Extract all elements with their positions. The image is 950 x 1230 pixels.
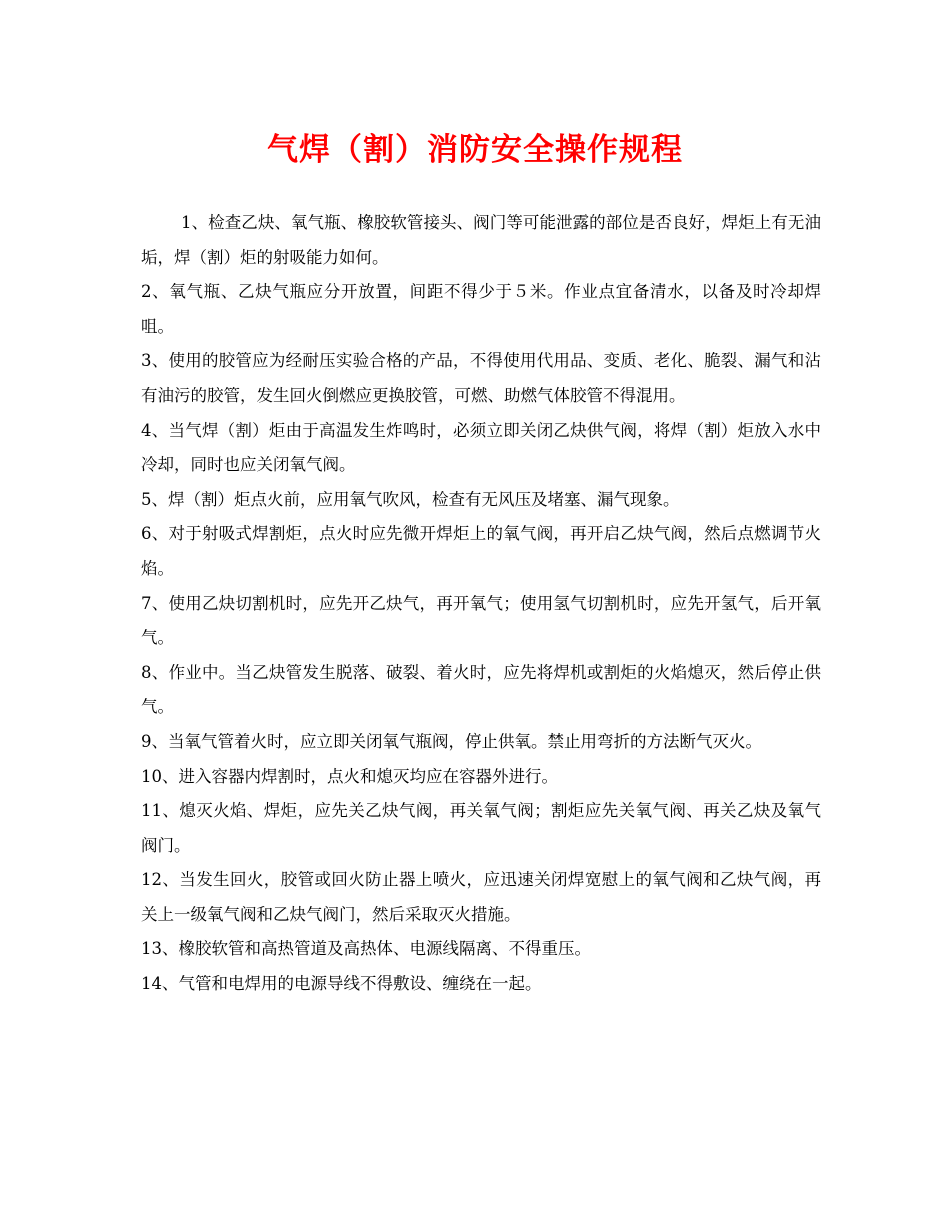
paragraph-1: 1、检查乙炔、氧气瓶、橡胶软管接头、阀门等可能泄露的部位是否良好，焊炬上有无油垢，焊（割）炬的射吸能力如何。 — [141, 213, 821, 267]
paragraph-4: 4、当气焊（割）炬由于高温发生炸鸣时，必须立即关闭乙炔供气阀，将焊（割）炬放入水中冷却，同时也应关闭氧气阀。 — [141, 420, 821, 475]
paragraph-7: 7、使用乙炔切割机时，应先开乙炔气，再开氧气；使用氢气切割机时，应先开氢气，后开氧气。 — [141, 593, 821, 648]
paragraph-5: 5、焊（割）炬点火前，应用氧气吹风，检查有无风压及堵塞、漏气现象。 — [141, 489, 680, 509]
paragraph-11: 11、熄灭火焰、焊炬，应先关乙炔气阀，再关氧气阀；割炬应先关氧气阀、再关乙炔及氧气阀门。 — [141, 801, 821, 855]
paragraph-8: 8、作业中。当乙炔管发生脱落、破裂、着火时，应先将焊机或割炬的火焰熄灭，然后停止供气。 — [141, 662, 821, 717]
paragraph-2: 2、氧气瓶、乙炔气瓶应分开放置，间距不得少于５米。作业点宜备清水，以备及时冷却焊咀。 — [141, 282, 821, 336]
paragraph-10: 10、进入容器内焊割时，点火和熄灭均应在容器外进行。 — [141, 766, 558, 786]
paragraph-12: 12、当发生回火，胶管或回火防止器上喷火，应迅速关闭焊宽慰上的氧气阀和乙炔气阀，再关上一级氧气阀和乙炔气阀门，然后采取灭火措施。 — [141, 870, 821, 924]
paragraph-14: 14、气管和电焊用的电源导线不得敷设、缠绕在一起。 — [141, 974, 542, 994]
document-body — [141, 206, 821, 1002]
paragraph-6: 6、对于射吸式焊割炬，点火时应先微开焊炬上的氧气阀，再开启乙炔气阀，然后点燃调节火焰。 — [141, 524, 821, 578]
document-title: 气焊（割）消防安全操作规程 — [267, 132, 683, 168]
paragraph-13: 13、橡胶软管和高热管道及高热体、电源线隔离、不得重压。 — [141, 939, 591, 959]
paragraph-9: 9、当氧气管着火时，应立即关闭氧气瓶阀，停止供氧。禁止用弯折的方法断气灭火。 — [141, 731, 762, 751]
paragraph-3: 3、使用的胶管应为经耐压实验合格的产品，不得使用代用品、变质、老化、脆裂、漏气和沾有油污的胶管，发生回火倒燃应更换胶管，可燃、助燃气体胶管不得混用。 — [141, 351, 821, 405]
